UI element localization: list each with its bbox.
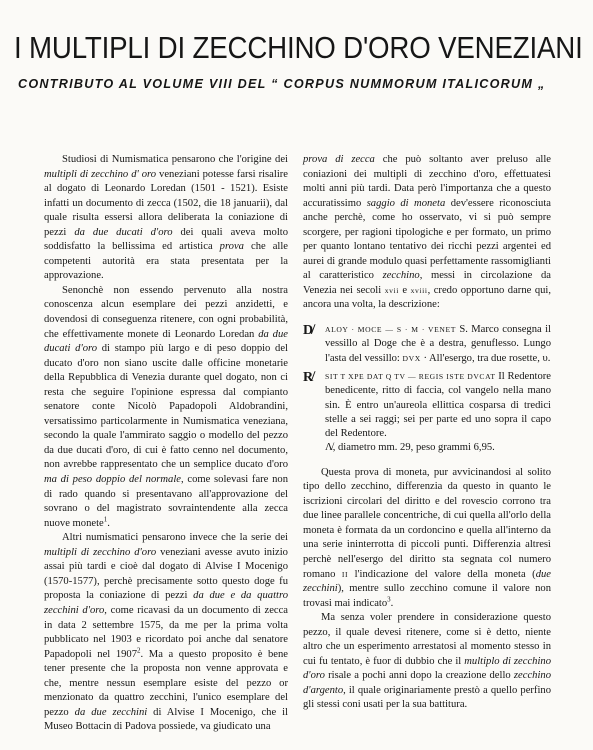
article-subtitle: CONTRIBUTO AL VOLUME VIII DEL “ CORPUS NUMMORUM ITALICORUM „ [18, 76, 546, 91]
right-column [303, 153, 551, 713]
paragraph: Senonchè non essendo pervenuto alla nostra conoscenza alcun esemplare dei pezzi anzidetti, e dovendosi di conseguenza ritenere, con ogni probabilità, che effettivamente monete di Leonardo Loredan da due ducati d'oro di stampo più largo e di peso doppio del ducato d'oro non siano uscite dalle officine monetarie della Repubblica di Venezia durante quel dogato, non ci resta che seguire l'opinione espressa dal compianto senatore conte Nicolò Papadopoli Aldobrandini, versatissimo particolarmente in Numismatica veneziana, secondo la quale l'ammirato saggio o modello del pezzo da due ducati d'oro, di cui è fatto cenno nel documento, non avrebbe rappresentato che un semplice ducato d'oro ma di peso doppio del normale, come solevasi fare non di rado quando si presentavano all'approvazione del sovrano o del magistrato sovraintendente alla zecca nuove monete$^1$. [44, 284, 289, 529]
paragraph: prova di zecca che può soltanto aver preluso alle coniazioni dei multipli di zecchino d'oro, effettuatesi molti anni più tardi. Data però l'importanza che a questo accuratissimo saggio di moneta dev'essere riconosciuta anche perchè, come ho osservato, vi si può sempre scorgere, per ragioni tipologiche e per formato, un primo per quanto lontano tentativo dei ricchi pezzi argentei ed aurei di grande modulo quasi perfettamente rassomiglianti al caratteristico zecchino, messi in circolazione da Venezia nei secoli xvii e xviii, credo opportuno darne qui, ancora una volta, la descrizione: [303, 154, 552, 311]
footnote-ref: 1 [103, 515, 108, 524]
obverse-symbol: D̸ [303, 323, 314, 339]
footnote-ref: 2 [137, 646, 141, 655]
footnote-ref: 3 [387, 595, 391, 604]
obverse-legend: ALOY · MOCE — S · M · VENET [325, 325, 456, 335]
paragraph: Studiosi di Numismatica pensarono che l'origine dei multipli di zecchino d' oro veneziani potesse farsi risalire al dogato di Leonardo Loredan (1501 - 1521). Esiste infatti un documento di zecca (1502, die 18 januarii), dal quale risulta essersi allora deliberata la coniazione di pezzi da due ducati d'oro dei quali aveva molto soddisfatto la bellissima ed artistica prova che alle competenti autorità era stata presentata per la approvazione. [44, 154, 288, 282]
reverse-symbol: R̸ [303, 369, 314, 385]
left-column [44, 153, 288, 735]
reverse-legend: SIT T XPE DAT Q TV — REGIS ISTE DVCAT [325, 371, 496, 381]
paragraph: Questa prova di moneta, pur avvicinandosi al solito tipo dello zecchino, differenzia da questo in quanto le iscrizioni circolari del diritto e del rovescio corrono tra due linee parallele concentriche, di cui quella all'orlo della moneta è formata da un cordoncino e quella all'interno da una serie ininterrotta di piccoli punti. Differenzia altresì perchè nell'esergo del diritto sta segnata col numero romano II l'indicazione del valore della moneta (due zecchini), mentre sullo zecchino comune il valore non trovasi mai indicato$^3$. [303, 466, 551, 609]
paragraph: Altri numismatici pensarono invece che la serie dei multipli di zecchino d'oro veneziani avesse avuto inizio assai più tardi e cioè dal dogato di Alvise I Mocenigo (1570-1577), perchè precisamente sotto questo doge fu proposta la coniazione di pezzi da due e da quattro zecchini d'oro, come ricavasi da un documento di zecca in data 2 settembre 1575, da me per la prima volta pubblicato nel 1903 e ricordato poi anche dal senatore Papadopoli nel 1907$^2$. Ma a questo proposito è bene tener presente che la proposta non venne approvata e che, mentre nessun esemplare esiste del pezzo or menzionato da quattro zecchini, l'unico esemplare del pezzo da due zecchini di Alvise I Mocenigo, che il Museo Bottacin di Padova possiede, va giudicato una [44, 532, 289, 733]
coin-reverse-description: R̸ SIT T XPE DAT Q TV — REGIS ISTE DVCAT Il Redentore benedicente, ritto di faccia, col vangelo nella mano sin. È entro un'aureola ellittica cosparsa di tredici stelle a sei raggi; sei per parte ed uno sopra il capo del Redentore. Λ̸, diametro mm. 29, peso grammi 6,95. [303, 370, 551, 456]
coin-obverse-description: D̸ ALOY · MOCE — S · M · VENET S. Marco consegna il vessillo al Doge che è a destra, genuflesso. Lungo l'asta del vessillo: DVX · All'esergo, tra due rosette, υ. [303, 323, 551, 366]
metal-symbol: Λ̸ [325, 442, 333, 454]
paragraph: Ma senza voler prendere in considerazione questo pezzo, il quale devesi ritenere, come si è detto, niente altro che un esperimento arrestatosi al momento stesso in cui fu tentato, è fuor di dubbio che il multiplo di zecchino d'oro risale a pochi anni dopo la creazione dello zecchino d'argento, il quale originariamente prestò a quello perfino gli stessi coni usati per la sua battitura. [303, 612, 551, 711]
article-title: I MULTIPLI DI ZECCHINO D'ORO VENEZIANI [14, 30, 583, 65]
